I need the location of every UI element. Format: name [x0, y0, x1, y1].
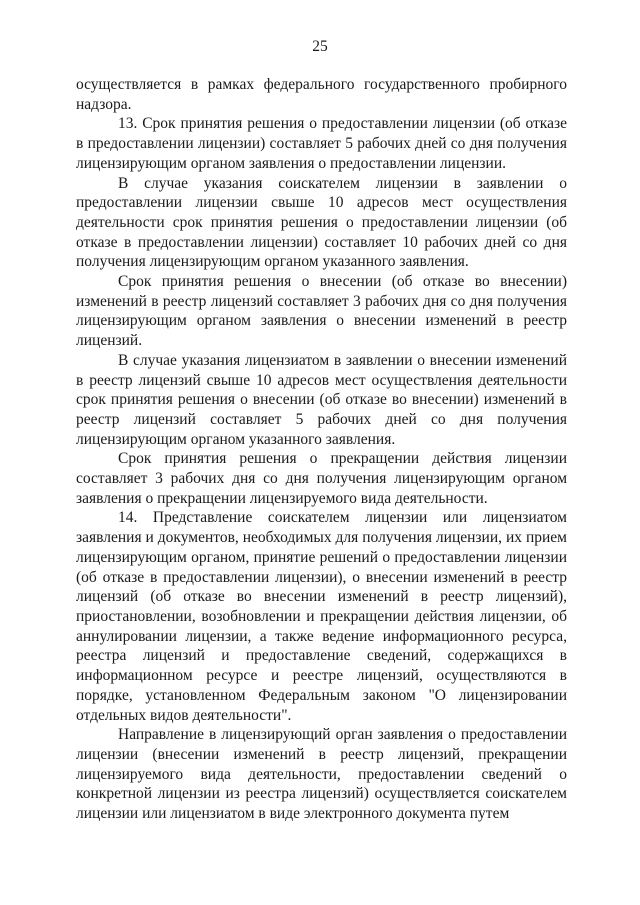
page-number: 25	[312, 38, 328, 55]
paragraph-14-procedure: 14. Представление соискателем лицензии или лицензиатом заявления и документов, необходимых для получения лицензии, их прием лицензирующим органом, принятие решений о предоставлении лицензии (об отказе в предоставлении лицензии), о внесении изменений в реестр лицензий (об отказе во внесении изменений в реестр лицензий), приостановлении, возобновлении и прекращении действия лицензии, об аннулировании лицензии, а также ведение информационного ресурса, реестра лицензий и предоставление сведений, содержащихся в информационном ресурсе и реестре лицензий, осуществляются в порядке, установленном Федеральным законом "О лицензировании отдельных видов деятельности".	[76, 509, 567, 724]
paragraph-register-over-10-addresses: В случае указания лицензиатом в заявлении о внесении изменений в реестр лицензий свыше 10 адресов мест осуществления деятельности срок принятия решения о внесении (об отказе во внесении) изменений в реестр лицензий составляет 5 рабочих дней со дня получения лицензирующим органом указанного заявления.	[76, 351, 567, 448]
paragraph-continuation: осуществляется в рамках федерального государственного пробирного надзора.	[76, 76, 567, 113]
paragraph-13-term: 13. Срок принятия решения о предоставлении лицензии (об отказе в предоставлении лицензии) составляет 5 рабочих дней со дня получения лицензирующим органом заявления о предоставлении лицензии.	[76, 115, 567, 172]
paragraph-register-changes: Срок принятия решения о внесении (об отказе во внесении) изменений в реестр лицензий составляет 3 рабочих дня со дня получения лицензирующим органом заявления о внесении изменений в реестр лицензий.	[76, 273, 567, 350]
paragraph-termination: Срок принятия решения о прекращении действия лицензии составляет 3 рабочих дня со дня получения лицензирующим органом заявления о прекращении лицензируемого вида деятельности.	[76, 450, 567, 507]
paragraph-electronic-submission: Направление в лицензирующий орган заявления о предоставлении лицензии (внесении изменений в реестр лицензий, прекращении лицензируемого вида деятельности, предоставлении сведений о конкретной лицензии из реестра лицензий) осуществляется соискателем лицензии или лицензиатом в виде электронного документа путем	[76, 726, 567, 823]
document-body	[76, 75, 567, 824]
paragraph-over-10-addresses: В случае указания соискателем лицензии в заявлении о предоставлении лицензии свыше 10 адресов мест осуществления деятельности срок принятия решения о предоставлении лицензии (об отказе в предоставлении лицензии) составляет 10 рабочих дней со дня получения лицензирующим органом указанного заявления.	[76, 174, 567, 271]
